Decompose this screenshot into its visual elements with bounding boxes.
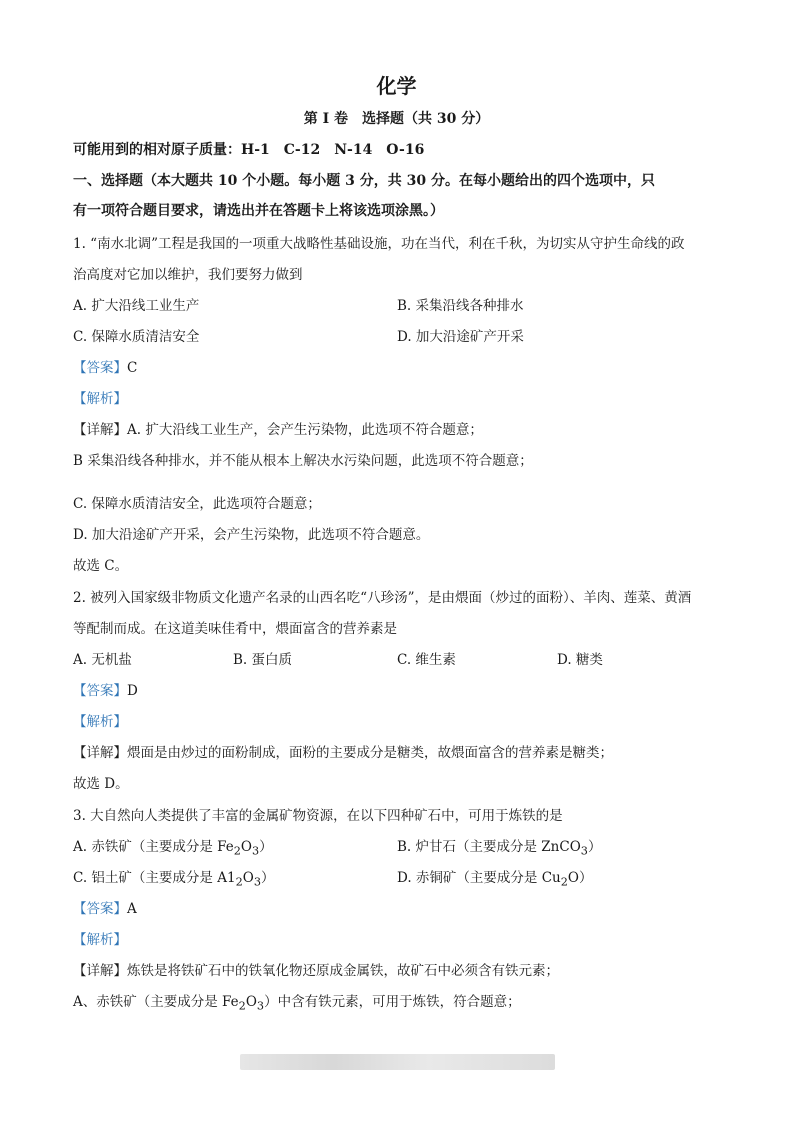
q3-answer [73,900,137,918]
q1-explain-c: C. 保障水质清洁安全，此选项符合题意； [73,496,321,512]
q3-answer-value: A [127,901,137,917]
q1-stem-line1: 1. “南水北调”工程是我国的一项重大战略性基础设施，功在当代，利在千秋，为切实从守护生命线的政 [73,236,685,252]
q3-explain-a: A、赤铁矿（主要成分是 $Fe_2O_3$）中含有铁元素，可用于炼铁，符合题意； [73,994,521,1013]
q3-option-c: C. 铝土矿（主要成分是 $A1_2O_3$） [73,870,275,889]
q2-analysis [73,713,127,731]
q1-explain-b: B 采集沿线各种排水，并不能从根本上解决水污染问题，此选项不符合题意； [73,453,533,469]
q2-detail [73,744,613,762]
analysis-tag: 【解析】 [73,714,127,730]
q3-analysis [73,931,127,949]
q2-option-a: A. 无机盐 [73,652,132,668]
page-title: 化学 [376,74,417,98]
q3-detail [73,962,559,980]
q1-option-c: C. 保障水质清洁安全 [73,329,200,345]
q1-analysis [73,390,127,408]
q3-detail-text: 炼铁是将铁矿石中的铁氧化物还原成金属铁，故矿石中必须含有铁元素； [127,963,559,979]
q2-option-c: C. 维生素 [397,652,456,668]
q3-stem-line1: 3. 大自然向人类提供了丰富的金属矿物资源，在以下四种矿石中，可用于炼铁的是 [73,808,563,824]
q1-detail-text: A. 扩大沿线工业生产，会产生污染物，此选项不符合题意； [127,422,483,438]
q1-option-d: D. 加大沿途矿产开采 [397,329,524,345]
q2-option-d: D. 糖类 [557,652,603,668]
q1-answer [73,359,137,377]
answer-tag: 【答案】 [73,683,127,699]
q1-explain-d: D. 加大沿途矿产开采，会产生污染物，此选项不符合题意。 [73,527,430,543]
volume-subtitle: 第 I 卷 选择题（共 30 分） [303,111,490,127]
q3-option-a: A. 赤铁矿（主要成分是 $Fe_2O_3$） [73,839,273,858]
q2-conclusion: 故选 D。 [73,776,129,792]
q1-option-b: B. 采集沿线各种排水 [397,298,524,314]
q2-detail-text: 煨面是由炒过的面粉制成，面粉的主要成分是糖类，故煨面富含的营养素是糖类； [127,745,613,761]
atomic-masses: 可能用到的相对原子质量：H-1 C-12 N-14 O-16 [73,142,425,158]
answer-tag: 【答案】 [73,901,127,917]
q2-stem-line2: 等配制而成。在这道美味佳肴中，煨面富含的营养素是 [73,621,397,637]
detail-tag: 【详解】 [73,422,127,438]
q2-stem-line1: 2. 被列入国家级非物质文化遗产名录的山西名吃“八珍汤”，是由煨面（炒过的面粉）、羊肉、莲菜、黄酒 [73,590,692,606]
q1-answer-value: C [127,360,138,376]
q2-answer-value: D [127,683,138,699]
q1-conclusion: 故选 C。 [73,558,129,574]
q1-stem-line2: 治高度对它加以维护，我们要努力做到 [73,267,303,283]
q3-option-d: D. 赤铜矿（主要成分是 $Cu_2O$） [397,870,593,889]
answer-tag: 【答案】 [73,360,127,376]
section-heading-line2: 有一项符合题目要求，请选出并在答题卡上将该选项涂黑。） [73,203,444,219]
analysis-tag: 【解析】 [73,932,127,948]
detail-tag: 【详解】 [73,745,127,761]
section-heading-line1: 一、选择题（本大题共 10 个小题。每小题 3 分，共 30 分。在每小题给出的四个选项中，只 [73,173,655,189]
q1-detail [73,421,483,439]
blurred-watermark [240,1054,555,1070]
analysis-tag: 【解析】 [73,391,127,407]
detail-tag: 【详解】 [73,963,127,979]
q2-option-b: B. 蛋白质 [233,652,293,668]
q1-option-a: A. 扩大沿线工业生产 [73,298,200,314]
q2-answer [73,682,138,700]
q3-option-b: B. 炉甘石（主要成分是 ZnCO$_3$） [397,839,602,858]
